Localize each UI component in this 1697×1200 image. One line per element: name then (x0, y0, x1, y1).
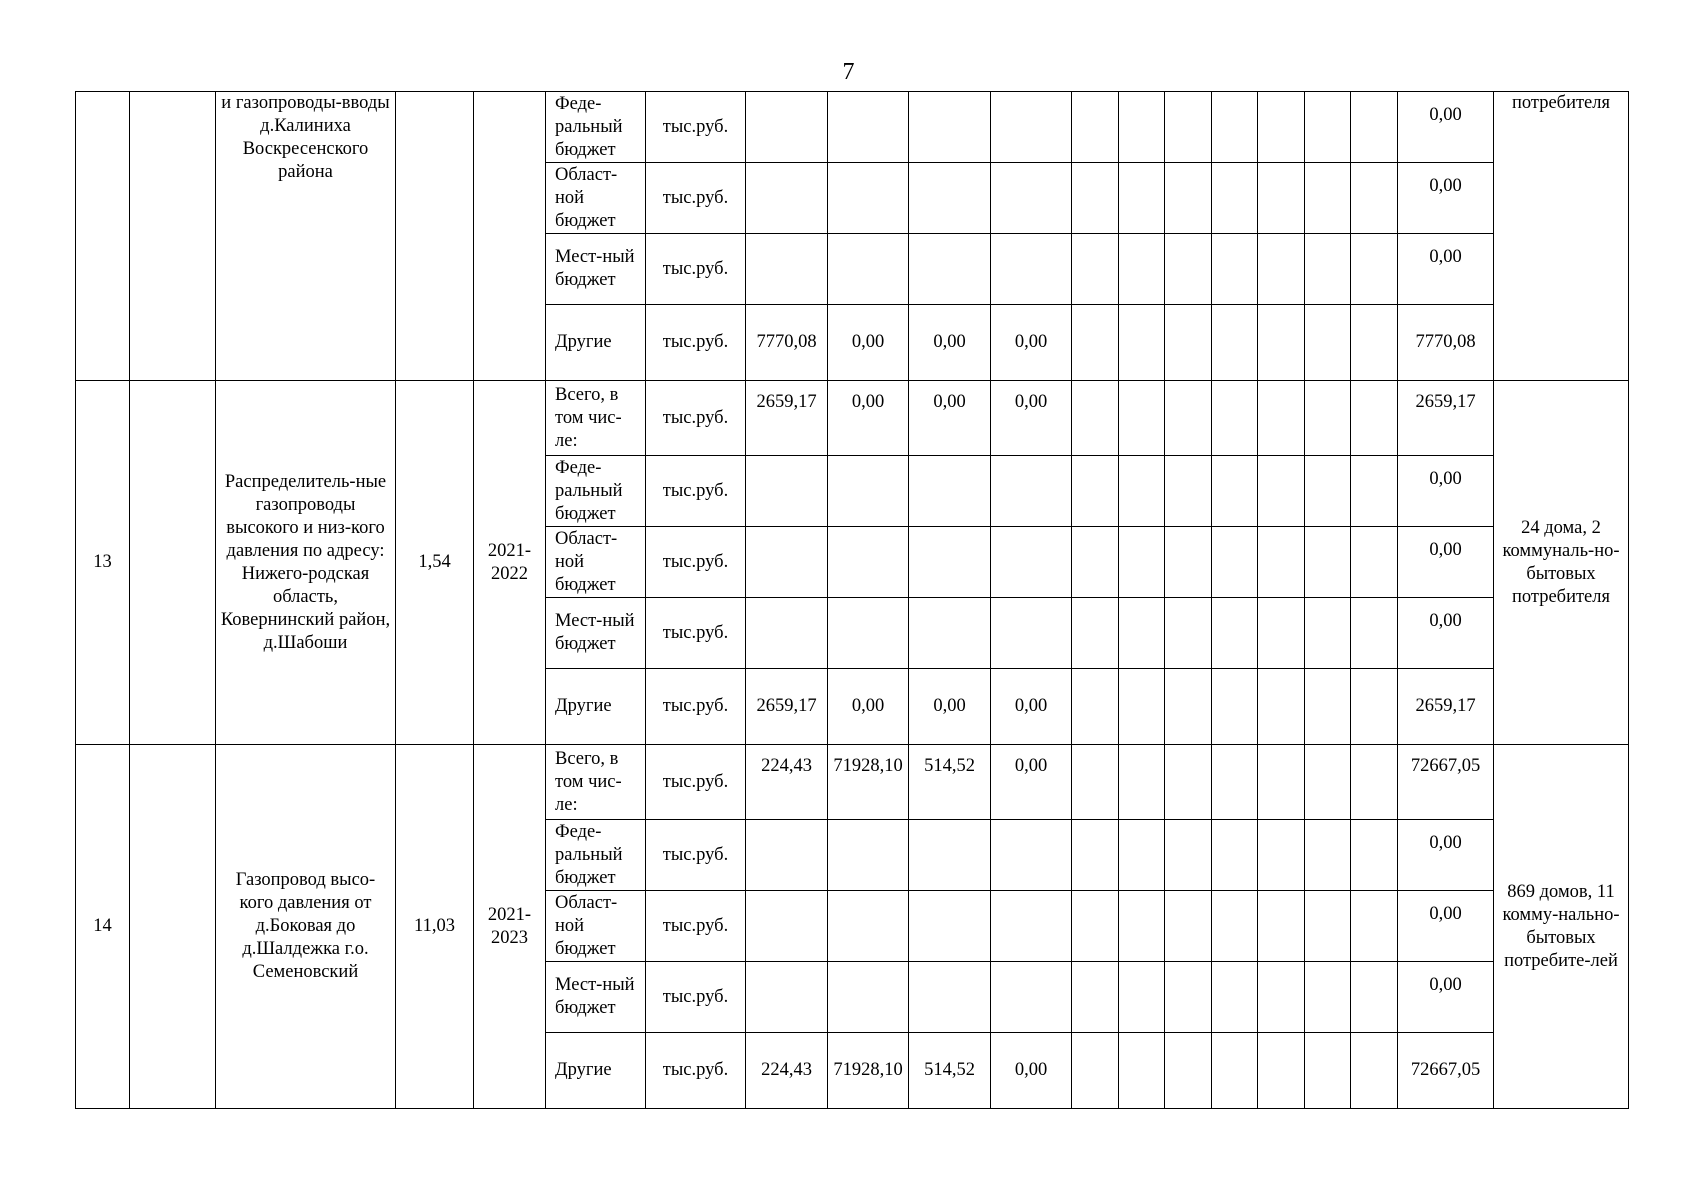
cell-code (130, 381, 216, 745)
source-local: Мест-ный бюджет (546, 234, 646, 305)
source-other: Другие (546, 669, 646, 745)
total-cell: 72667,05 (1398, 745, 1494, 820)
cell-length (396, 92, 474, 381)
row-number: 14 (76, 745, 130, 1109)
total-cell: 0,00 (1398, 163, 1494, 234)
table-row (76, 381, 1629, 456)
unit-cell: тыс.руб. (646, 163, 746, 234)
source-regional: Област-ной бюджет (546, 527, 646, 598)
total-cell: 0,00 (1398, 527, 1494, 598)
source-federal: Феде-ральный бюджет (546, 456, 646, 527)
unit-cell: тыс.руб. (646, 92, 746, 163)
unit-cell: тыс.руб. (646, 456, 746, 527)
unit-cell: тыс.руб. (646, 745, 746, 820)
total-cell: 72667,05 (1398, 1033, 1494, 1109)
result-text: потребителя (1494, 92, 1629, 381)
total-cell: 0,00 (1398, 598, 1494, 669)
value-cell: 0,00 (828, 381, 909, 456)
table-row (76, 745, 1629, 820)
row-number: 13 (76, 381, 130, 745)
value-cell: 224,43 (746, 1033, 828, 1109)
total-cell: 0,00 (1398, 456, 1494, 527)
total-cell: 0,00 (1398, 92, 1494, 163)
value-cell: 0,00 (828, 669, 909, 745)
cell-code (130, 92, 216, 381)
value-cell: 71928,10 (828, 745, 909, 820)
source-other: Другие (546, 1033, 646, 1109)
unit-cell: тыс.руб. (646, 527, 746, 598)
unit-cell: тыс.руб. (646, 669, 746, 745)
unit-cell: тыс.руб. (646, 598, 746, 669)
value-cell: 0,00 (909, 381, 991, 456)
object-name: Газопровод высо-кого давления от д.Боковая до д.Шалдежка г.о. Семеновский (216, 745, 396, 1109)
unit-cell: тыс.руб. (646, 891, 746, 962)
unit-cell: тыс.руб. (646, 305, 746, 381)
value-cell: 224,43 (746, 745, 828, 820)
object-length: 11,03 (396, 745, 474, 1109)
value-cell: 2659,17 (746, 381, 828, 456)
value-cell: 0,00 (909, 669, 991, 745)
value-cell: 7770,08 (746, 305, 828, 381)
page-number: 7 (842, 59, 855, 85)
object-name: и газопроводы-вводы д.Калиниха Воскресенского района (216, 92, 396, 381)
total-cell: 0,00 (1398, 820, 1494, 891)
source-local: Мест-ный бюджет (546, 962, 646, 1033)
value-cell: 0,00 (991, 381, 1072, 456)
source-federal: Феде-ральный бюджет (546, 820, 646, 891)
total-cell: 0,00 (1398, 234, 1494, 305)
unit-cell: тыс.руб. (646, 962, 746, 1033)
value-cell: 514,52 (909, 745, 991, 820)
value-cell: 0,00 (909, 305, 991, 381)
result-text: 24 дома, 2 коммуналь-но-бытовых потребителя (1494, 381, 1629, 745)
value-cell: 2659,17 (746, 669, 828, 745)
value-cell: 71928,10 (828, 1033, 909, 1109)
total-cell: 0,00 (1398, 891, 1494, 962)
value-cell: 514,52 (909, 1033, 991, 1109)
unit-cell: тыс.руб. (646, 820, 746, 891)
cell-period (474, 92, 546, 381)
result-text: 869 домов, 11 комму-нально-бытовых потребите-лей (1494, 745, 1629, 1109)
total-cell: 2659,17 (1398, 381, 1494, 456)
source-federal: Феде-ральный бюджет (546, 92, 646, 163)
object-period: 2021-2023 (474, 745, 546, 1109)
source-regional: Област-ной бюджет (546, 163, 646, 234)
value-cell: 0,00 (991, 669, 1072, 745)
source-local: Мест-ный бюджет (546, 598, 646, 669)
object-name: Распределитель-ные газопроводы высокого и низ-кого давления по адресу: Нижего-родская область, Ковернинский район, д.Шабоши (216, 381, 396, 745)
value-cell: 0,00 (828, 305, 909, 381)
value-cell: 0,00 (991, 745, 1072, 820)
source-total: Всего, в том чис-ле: (546, 381, 646, 456)
total-cell: 0,00 (1398, 962, 1494, 1033)
source-other: Другие (546, 305, 646, 381)
unit-cell: тыс.руб. (646, 234, 746, 305)
object-period: 2021-2022 (474, 381, 546, 745)
cell-num (76, 92, 130, 381)
cell-code (130, 745, 216, 1109)
total-cell: 2659,17 (1398, 669, 1494, 745)
unit-cell: тыс.руб. (646, 381, 746, 456)
table-row (76, 92, 1629, 163)
source-total: Всего, в том чис-ле: (546, 745, 646, 820)
value-cell: 0,00 (991, 1033, 1072, 1109)
unit-cell: тыс.руб. (646, 1033, 746, 1109)
source-regional: Област-ной бюджет (546, 891, 646, 962)
investment-program-table (75, 91, 1629, 1109)
total-cell: 7770,08 (1398, 305, 1494, 381)
object-length: 1,54 (396, 381, 474, 745)
value-cell: 0,00 (991, 305, 1072, 381)
